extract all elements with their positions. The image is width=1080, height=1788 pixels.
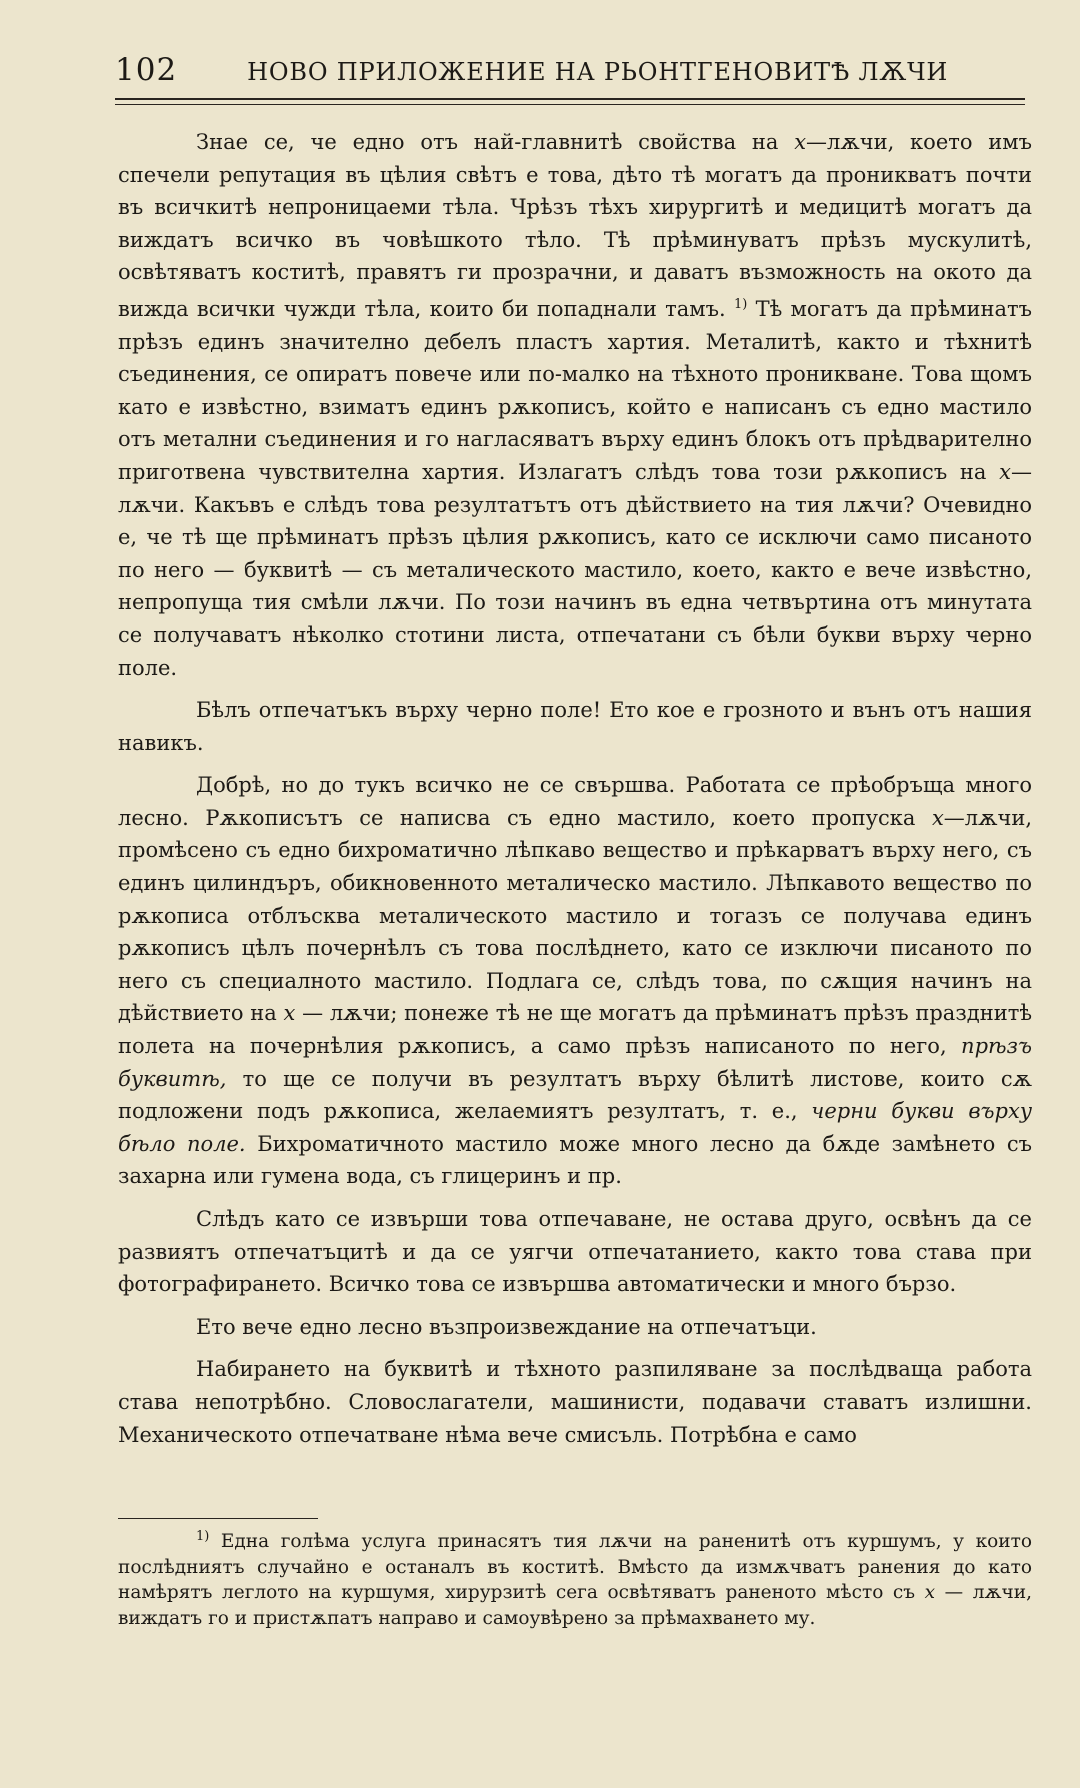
x-symbol: x <box>794 130 807 154</box>
x-symbol: x <box>924 1582 936 1604</box>
paragraph-6: Набирането на буквитѣ и тѣхното разпиляване за послѣдваща работа става непотрѣбно. Словослагатели, машинисти, подавачи ставатъ излишни. Механическото отпечатване нѣма вече смисъль. Потрѣбна е само <box>118 1357 1032 1447</box>
header-rule-thick <box>115 98 1025 100</box>
italic-phrase: черни букви върху бѣло поле. <box>118 1099 1033 1156</box>
footnote-rule <box>118 1518 318 1519</box>
paragraph-4: Слѣдъ като се извърши това отпечаване, не остава друго, освѣнъ да се развиятъ отпечатъцитѣ и да се уягчи отпечатанието, както това става при фотографирането. Всичко това се извършва автоматически и много бързо. <box>118 1207 1032 1297</box>
header-rule-thin <box>115 104 1025 105</box>
x-symbol: x <box>999 459 1011 484</box>
page-number: 102 <box>115 52 178 88</box>
paragraph-3: Добрѣ, но до тукъ всичко не се свършва. Работата се прѣобръща много лесно. Рѫкописътъ се написва съ едно мастило, което пропуска x—лѫчи, промѣсено съ едно бихроматично лѣпкаво вещество и прѣкарватъ върху него, съ единъ цилиндъръ, обикновенното металическо мастило. Лѣпкавото вещество по рѫкописа отблъсква металическото мастило и тогазъ се получава единъ рѫкописъ цѣлъ почернѣлъ съ това послѣднето, като се изключи писаното по него съ специалното мастило. Подлага се, слѣдъ това, по сѫщия начинъ на дѣйствието на x — лѫчи; понеже тѣ не ще могатъ да прѣминатъ прѣзъ празднитѣ полета на почернѣлия рѫкописъ, а само прѣзъ написаното по него, прѣзъ буквитѣ, то ще се получи въ резултатъ върху бѣлитѣ листове, които сѫ подложени подъ рѫкописа, желаемиятъ резултатъ, т. е., черни букви върху бѣло поле. Бихроматичното мастило може много лесно да бѫде замѣнето съ захарна или гумена вода, съ глицеринъ и пр. <box>118 773 1033 1189</box>
running-header <box>115 52 1025 92</box>
paragraph-2: Бѣлъ отпечатъкъ върху черно поле! Ето кое е грозното и вънъ отъ нашия навикъ. <box>118 698 1032 755</box>
paragraph-5: Ето вече едно лесно възпроизвеждание на отпечатъци. <box>196 1314 817 1339</box>
body-text <box>118 126 1032 1451</box>
x-symbol: x <box>283 1001 296 1026</box>
footnote-mark: 1) <box>196 1529 210 1544</box>
running-title: НОВО ПРИЛОЖЕНИЕ НА РЬОНТГЕНОВИТѢ ЛѪЧИ <box>247 58 949 86</box>
footnote-reference: 1) <box>733 296 748 312</box>
paragraph-1: Знае се, че едно отъ най-главнитѣ свойства на x—лѫчи, което имъ спечели репутация въ цѣлия свѣтъ е това, дѣто тѣ могатъ да проникватъ почти въ всичкитѣ непроницаеми тѣла. Чрѣзъ тѣхъ хирургитѣ и медицитѣ могатъ да виждатъ всичко въ човѣшкото тѣло. Тѣ прѣминуватъ прѣзъ мускулитѣ, освѣтяватъ коститѣ, правятъ ги прозрачни, и даватъ възможность на окото да вижда всички чужди тѣла, които би попаднали тамъ. $^{1)}$ Тѣ могатъ да прѣминатъ прѣзъ единъ значително дебелъ пластъ хартия. Металитѣ, както и тѣхнитѣ съединения, се опиратъ повече или по-малко на тѣхното проникване. Това щомъ като е извѣстно, взиматъ единъ рѫкописъ, който е написанъ съ едно мастило отъ метални съединения и го нагласяватъ върху единъ блокъ отъ прѣдварително приготвена чувствителна хартия. Излагатъ слѣдъ това този рѫкописъ на x—лѫчи. Какъвъ е слѣдъ това резултатътъ отъ дѣйствието на тия лѫчи? Очевидно е, че тѣ ще прѣминатъ прѣзъ цѣлия рѫкописъ, като се исключи само писаното по него — буквитѣ — съ металическото мастило, което, както е вече извѣстно, непропуща тия смѣли лѫчи. По този начинъ въ една четвъртина отъ минутата се получаватъ нѣколко стотини листа, отпечатани съ бѣли букви върху черно поле. <box>118 130 1033 680</box>
italic-phrase: прѣзъ буквитѣ, <box>118 1034 1032 1091</box>
footnote: $^{1)}$ Една голѣма услуга принасятъ тия лѫчи на раненитѣ отъ куршумъ, у които послѣдниятъ случайно е останалъ въ коститѣ. Вмѣсто да измѫчватъ ранения до като намѣрятъ леглото на куршумя, хирурзитѣ сега освѣтяватъ раненото мѣсто съ x — лѫчи, виждатъ го и пристѫпатъ направо и самоувѣрено за прѣмахването му. <box>118 1529 1032 1629</box>
x-symbol: x <box>931 805 944 830</box>
